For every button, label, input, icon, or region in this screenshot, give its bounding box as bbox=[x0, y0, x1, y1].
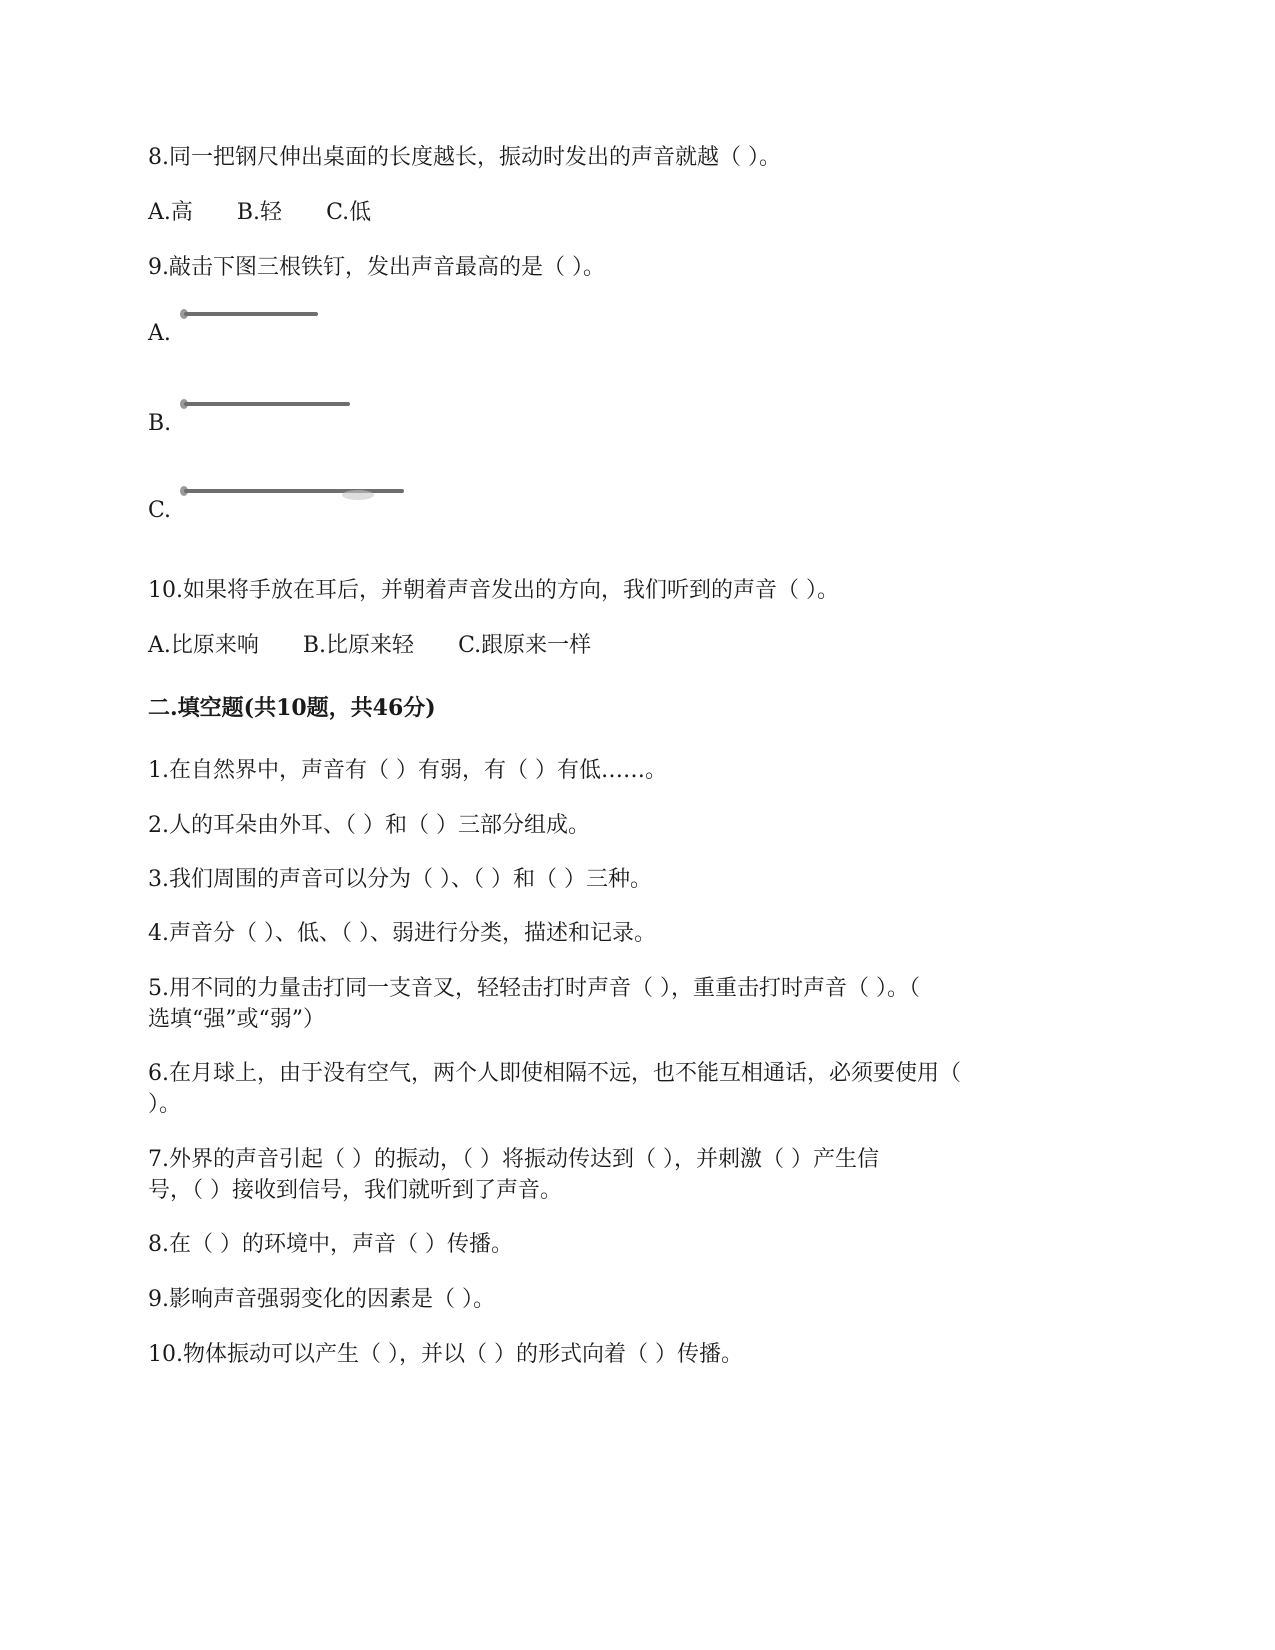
fill-question-6-line-2: ）。 bbox=[148, 1092, 182, 1117]
option-c: C.跟原来一样 bbox=[458, 633, 592, 658]
fill-question-4: 4.声音分（ ）、低、（ ）、弱进行分类，描述和记录。 bbox=[148, 921, 656, 946]
fill-question-7-line-2: 号，（ ）接收到信号，我们就听到了声音。 bbox=[148, 1178, 562, 1203]
question-10-stem: 10.如果将手放在耳后，并朝着声音发出的方向，我们听到的声音（ ）。 bbox=[148, 578, 839, 603]
fill-question-9: 9.影响声音强弱变化的因素是（ ）。 bbox=[148, 1287, 495, 1312]
option-b-label: B. bbox=[148, 411, 172, 436]
fill-question-10: 10.物体振动可以产生（ ），并以（ ）的形式向着（ ）传播。 bbox=[148, 1342, 743, 1367]
option-b: B.轻 bbox=[236, 200, 283, 225]
option-a: A.高 bbox=[148, 200, 193, 225]
fill-question-3: 3.我们周围的声音可以分为（ ）、（ ）和（ ）三种。 bbox=[148, 867, 652, 892]
question-8-stem: 8.同一把钢尺伸出桌面的长度越长，振动时发出的声音就越（ ）。 bbox=[148, 145, 781, 170]
option-c: C.低 bbox=[326, 200, 372, 225]
option-c-label: C. bbox=[148, 498, 172, 523]
option-a-label: A. bbox=[148, 321, 171, 346]
fill-question-2: 2.人的耳朵由外耳、（ ）和（ ）三部分组成。 bbox=[148, 813, 590, 838]
question-9-option-c bbox=[148, 495, 171, 527]
option-a: A.比原来响 bbox=[148, 633, 259, 658]
option-b: B.比原来轻 bbox=[302, 633, 415, 658]
fill-question-7-line-1: 7.外界的声音引起（ ）的振动，（ ）将振动传达到（ ），并刺激（ ）产生信 bbox=[148, 1147, 879, 1172]
question-9-option-b bbox=[148, 408, 171, 440]
question-9-stem: 9.敲击下图三根铁钉，发出声音最高的是（ ）。 bbox=[148, 255, 605, 280]
nail-b-image bbox=[178, 396, 358, 416]
question-9-option-a bbox=[148, 318, 171, 350]
question-10-options bbox=[148, 630, 635, 662]
fill-question-8: 8.在（ ）的环境中，声音（ ）传播。 bbox=[148, 1232, 513, 1257]
nail-c-image bbox=[178, 483, 408, 507]
fill-question-5-line-1: 5.用不同的力量击打同一支音叉，轻轻击打时声音（ ），重重击打时声音（ ）。（ bbox=[148, 976, 920, 1001]
section-2-title: 二.填空题(共10题，共46分) bbox=[148, 695, 436, 721]
fill-question-1: 1.在自然界中，声音有（ ）有弱，有（ ）有低……。 bbox=[148, 758, 667, 783]
fill-question-6-line-1: 6.在月球上，由于没有空气，两个人即使相隔不远，也不能互相通话，必须要使用（ bbox=[148, 1061, 961, 1086]
fill-question-5-line-2: 选填“强”或“弱”） bbox=[148, 1007, 325, 1032]
question-8-options bbox=[148, 197, 415, 229]
nail-a-image bbox=[178, 306, 328, 326]
